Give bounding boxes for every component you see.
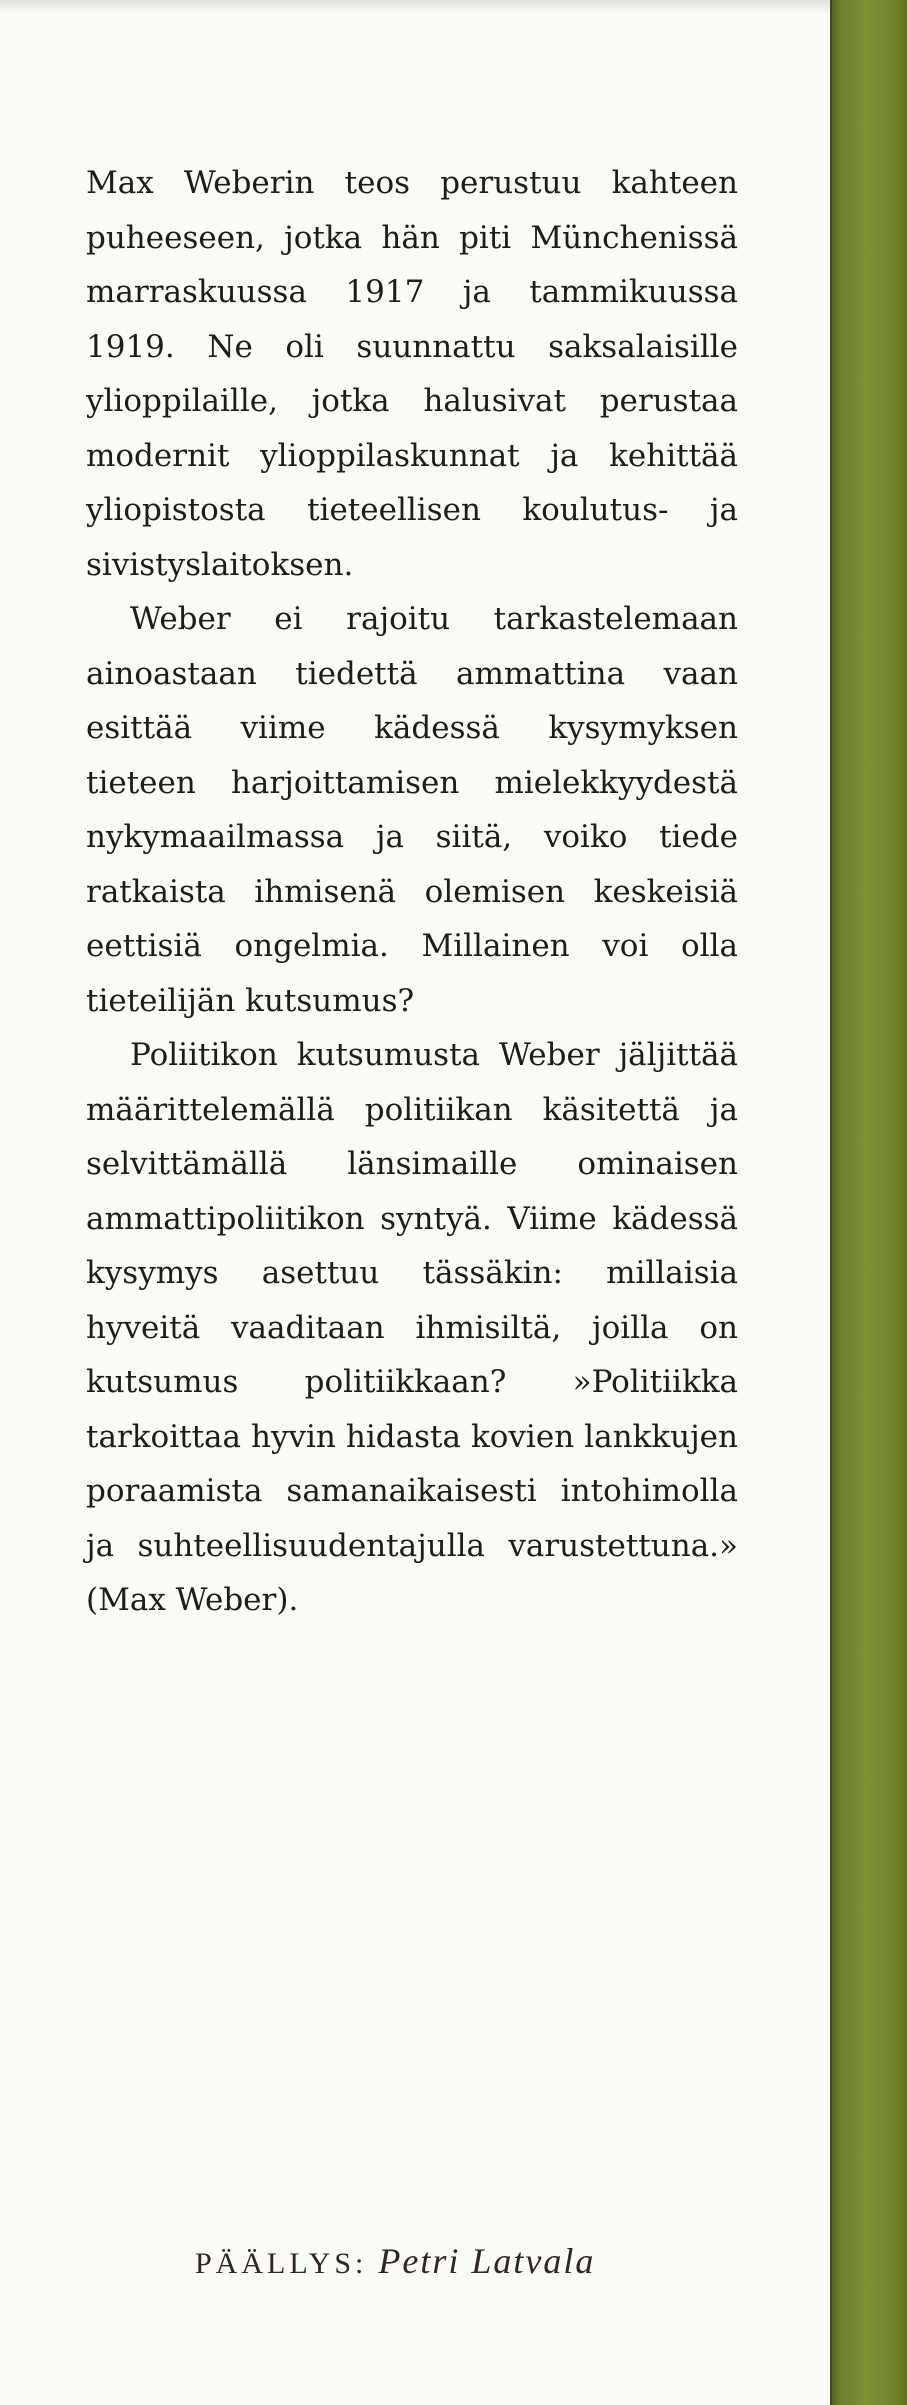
- credit-label: PÄÄLLYS:: [195, 2247, 368, 2280]
- blurb-paragraph-1: Max Weberin teos perustuu kahteen puheeseen, jotka hän piti Münchenissä marraskuussa 1917 ja tammikuussa 1919. Ne oli suunnattu saksalaisille ylioppilaille, jotka halusivat perustaa modernit ylioppilaskunnat ja kehittää yliopistosta tieteellisen koulutus- ja sivistyslaitoksen.: [86, 165, 738, 583]
- cover-credit: [195, 2240, 755, 2282]
- blurb-paragraph-3: Poliitikon kutsumusta Weber jäljittää määrittelemällä politiikan käsitettä ja selvittämällä länsimaille ominaisen ammattipoliitikon syntyä. Viime kädessä kysymys asettuu tässäkin: millaisia hyveitä vaaditaan ihmisiltä, joilla on kutsumus politiikkaan? »Politiikka tarkoittaa hyvin hidasta kovien lankkujen poraamista samanaikaisesti intohimolla ja suhteellisuudentajulla varustettuna.» (Max Weber).: [86, 1037, 738, 1618]
- blurb-text: [86, 156, 738, 1628]
- scan-edge: [0, 0, 830, 14]
- green-spine: [830, 0, 907, 2405]
- blurb-paragraph-2: Weber ei rajoitu tarkastelemaan ainoastaan tiedettä ammattina vaan esittää viime kädessä kysymyksen tieteen harjoittamisen mielekkyydestä nykymaailmassa ja siitä, voiko tiede ratkaista ihmisenä olemisen keskeisiä eettisiä ongelmia. Millainen voi olla tieteilijän kutsumus?: [86, 601, 738, 1019]
- credit-name: Petri Latvala: [378, 2241, 596, 2281]
